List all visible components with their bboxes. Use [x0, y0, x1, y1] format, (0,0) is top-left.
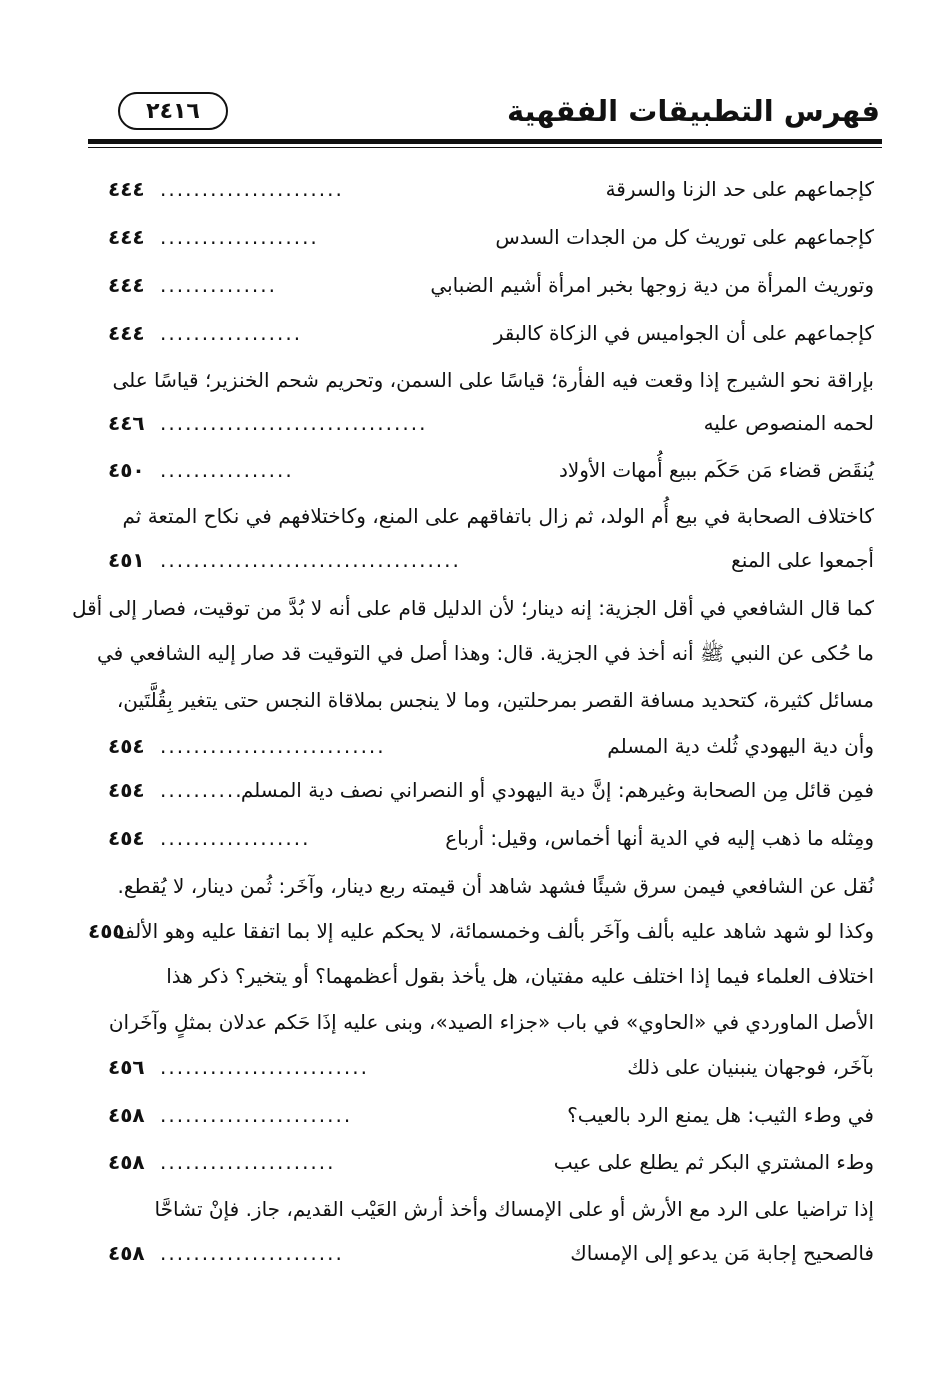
leader-dots: ................... — [160, 225, 319, 249]
index-line — [88, 959, 874, 993]
index-line — [71, 591, 874, 625]
leader-dots: ....................... — [160, 1103, 353, 1127]
entry-text: نُقل عن الشافعي فيمن سرق شيئًا فشهد شاهد أن قيمته ربع دينار، وآخَر: ثُمن دينار، لا يُقطع. — [117, 874, 874, 898]
index-line — [88, 406, 874, 440]
entry-text: الأصل الماوردي في «الحاوي» في باب «جزاء الصيد»، وبنى عليه إذَا حَكم عدلان بمثلٍ وآخَران — [108, 1010, 874, 1034]
entry-text: وتوريث المرأة من دية زوجها بخبر امرأة أشيم الضبابي — [430, 273, 874, 297]
index-line — [88, 543, 874, 577]
entry-page-number: ٤٤٦ — [108, 411, 145, 435]
index-line — [88, 316, 874, 350]
entry-text: ما حُكى عن النبي ﷺ أنه أخذ في الجزية. قال: وهذا أصل في التوقيت قد صار إليه الشافعي في — [96, 641, 874, 665]
entry-page-number: ٤٥٤ — [108, 734, 145, 758]
entry-text: كاختلاف الصحابة في بيع أُم الولد، ثم زال باتفاقهم على المنع، وكاختلافهم في نكاح المتعة ثم — [122, 504, 874, 528]
leader-dots: ..................... — [160, 1150, 336, 1174]
index-line — [88, 1192, 874, 1226]
entry-page-number: ٤٥٤ — [108, 826, 145, 850]
index-line — [88, 268, 874, 302]
entry-text: اختلاف العلماء فيما إذا اختلف عليه مفتيان، هل يأخذ بقول أعظمهما؟ أو يتخير؟ ذكر هذا — [166, 964, 874, 988]
entry-page-number: ٤٥٥ — [88, 919, 125, 943]
leader-dots: .......... — [160, 778, 244, 802]
entry-text: وكذا لو شهد شاهد عليه بألف وآخَر بألف وخمسمائة، لا يحكم عليه إلا بما اتفقا عليه وهو الألف — [114, 919, 874, 943]
entry-text: كإجماعهم على توريث كل من الجدات السدس — [495, 225, 874, 249]
leader-dots: ................ — [160, 458, 294, 482]
entry-page-number: ٤٥٦ — [108, 1055, 145, 1079]
leader-dots: ........................... — [160, 734, 386, 758]
index-line — [88, 914, 874, 948]
entry-text: في وطء الثيب: هل يمنع الرد بالعيب؟ — [567, 1103, 874, 1127]
index-line — [88, 220, 874, 254]
leader-dots: ......................... — [160, 1055, 369, 1079]
entry-text: كإجماعهم على حد الزنا والسرقة — [605, 177, 874, 201]
index-line — [88, 363, 874, 397]
entry-page-number: ٤٤٤ — [108, 177, 145, 201]
index-line — [88, 683, 874, 717]
entry-text: بإراقة نحو الشيرج إذا وقعت فيه الفأرة؛ قياسًا على السمن، وتحريم شحم الخنزير؛ قياسًا على — [112, 368, 874, 392]
index-line — [88, 172, 874, 206]
entry-text: بآخَر، فوجهان ينبنيان على ذلك — [627, 1055, 874, 1079]
entry-text: إذا تراضيا على الرد مع الأرش أو على الإمساك وأخذ أرش العَيْب القديم، جاز. فإنْ تشاحَّا — [154, 1197, 874, 1221]
page-number-badge: ٢٤١٦ — [118, 92, 228, 130]
entry-text: مسائل كثيرة، كتحديد مسافة القصر بمرحلتين، وما لا ينجس بملاقاة النجس حتى يتغير بِقُلَّتَين، — [116, 688, 874, 712]
leader-dots: .................................... — [160, 548, 461, 572]
index-line — [88, 729, 874, 763]
page-title: فهرس التطبيقات الفقهية — [506, 94, 880, 128]
index-line — [88, 1005, 874, 1039]
entry-text: فالصحيح إجابة مَن يدعو إلى الإمساك — [570, 1241, 874, 1265]
entry-page-number: ٤٥٨ — [108, 1103, 145, 1127]
entry-text: كإجماعهم على أن الجواميس في الزكاة كالبقر — [493, 321, 874, 345]
leader-dots: ................. — [160, 321, 303, 345]
index-line — [88, 499, 874, 533]
index-line — [88, 773, 874, 807]
index-line — [88, 453, 874, 487]
entry-text: أجمعوا على المنع — [731, 548, 874, 572]
entry-text: لحمه المنصوص عليه — [703, 411, 874, 435]
entry-page-number: ٤٤٤ — [108, 321, 145, 345]
entry-text: يُنقَض قضاء مَن حَكَم ببيع أُمهات الأولاد — [558, 458, 874, 482]
leader-dots: .............. — [160, 273, 278, 297]
index-line — [88, 1098, 874, 1132]
index-line — [88, 869, 874, 903]
entry-text: كما قال الشافعي في أقل الجزية: إنه دينار؛ لأن الدليل قام على أنه لا بُدَّ من توقيت، فصار إلى أقل — [71, 596, 874, 620]
entry-text: ومِثله ما ذهب إليه في الدية أنها أخماس، وقيل: أرباع — [445, 826, 874, 850]
entry-text: فمِن قائل مِن الصحابة وغيرهم: إنَّ دية اليهودي أو النصراني نصف دية المسلم — [240, 778, 874, 802]
entry-page-number: ٤٥٨ — [108, 1150, 145, 1174]
entry-page-number: ٤٤٤ — [108, 225, 145, 249]
index-line — [88, 1050, 874, 1084]
entry-text: وأن دية اليهودي ثُلث دية المسلم — [607, 734, 874, 758]
leader-dots: ...................... — [160, 1241, 344, 1265]
entry-page-number: ٤٤٤ — [108, 273, 145, 297]
index-line — [88, 1145, 874, 1179]
index-line — [88, 1236, 874, 1270]
leader-dots: ...................... — [160, 177, 344, 201]
entry-page-number: ٤٥٠ — [108, 458, 145, 482]
entry-page-number: ٤٥٤ — [108, 778, 145, 802]
entry-page-number: ٤٥١ — [108, 548, 145, 572]
leader-dots: .................. — [160, 826, 311, 850]
entry-page-number: ٤٥٨ — [108, 1241, 145, 1265]
entry-text: وطء المشتري البكر ثم يطلع على عيب — [553, 1150, 874, 1174]
leader-dots: ................................ — [160, 411, 428, 435]
index-line — [88, 821, 874, 855]
index-line — [88, 636, 874, 670]
